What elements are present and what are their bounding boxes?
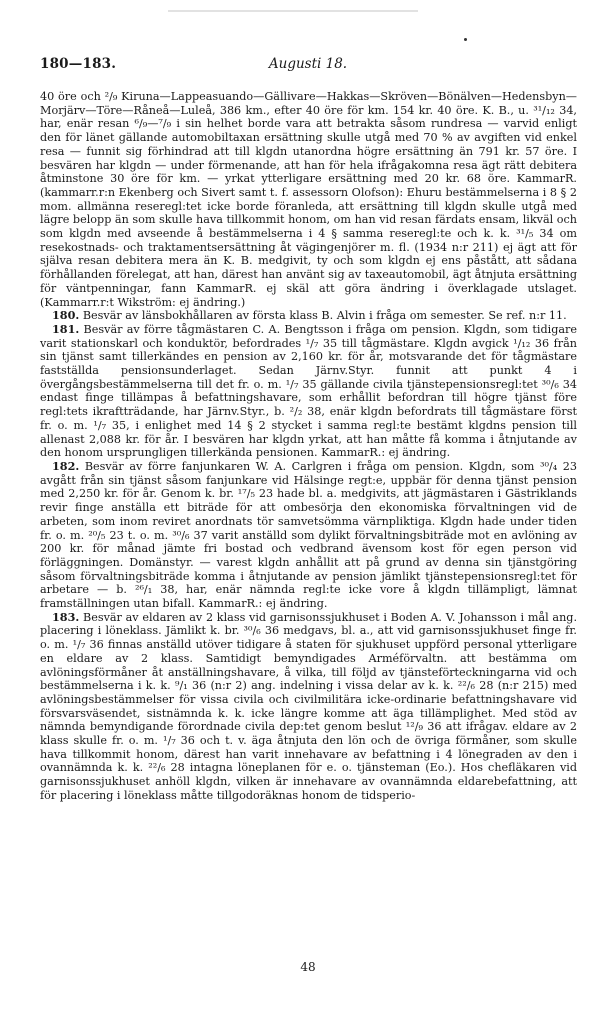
paragraph-text: Besvär av länsbokhållaren av första klass B. Alvin i fråga om semester. Se ref. n:r 11. <box>82 309 567 323</box>
paragraph-text: Besvär av förre tågmästaren C. A. Bengtsson i fråga om pension. Klgdn, som tidigare varit stationskarl och konduktör, befordrades ¹/₇ 35 till tågmästare. Klgdn avgick ¹/₁₂ 36 från sin tjänst samt tillerkändes en pension av 2,160 kr. för år, motsvarande det för tågmästare fastställda pensionsunderlaget. Sedan Järnv.Styr. funnit att punkt 4 i övergångsbestämmelserna till det fr. o. m. ¹/₇ 35 gällande civila tjänstepensionsregl:tet ³⁰/₆ 34 endast finge tillämpas å befattningshavare, som erhållit befordran till högre tjänst före regl:tets ikraftträdande, har Järnv.Styr., b. ²/₂ 38, enär klgdn befordrats till tågmästare först fr. o. m. ¹/₇ 35, i enlighet med 14 § 2 stycket i samma regl:te bestämt klgdns pension till allenast 2,088 kr. för år. I besvären har klgdn yrkat, att han måtte få komma i åtnjutande av den honom ursprungligen tillerkända pensionen. KammarR.: ej ändring. <box>40 322 578 460</box>
item-number: 181. <box>52 321 80 336</box>
paragraph-text: Besvär av eldaren av 2 klass vid garnisonssjukhuset i Boden A. V. Johansson i mål ang. placering i löneklass. Jämlikt k. br. ³⁰/₆ 36 medgavs, bl. a., att vid garnisonssjukhuset finge fr. o. m. ¹/₇ 36 finnas anställd utöver tidigare å staten för sjukhuset uppförd personal ytterligare en eldare av 2 klass. Samtidigt bemyndigades Arméförvaltn. att bestämma om avlöningsförmåner åt anställningshavare, å vilka, till följd av tjänsteförteckningarna vid och bestämmelserna i k. k. ⁹/₁ 36 (n:r 2) ang. indelning i vissa delar av k. k. ²²/₆ 28 (n:r 215) med avlöningsbestämmelser för vissa civila och civilmilitära icke-ordinarie befattningshavare vid försvarsväsendet, sistnämnda k. k. icke längre komme att äga tillämplighet. Med stöd av nämnda bemyndigande förordnade civila dep:tet genom beslut ¹²/₉ 36 att ifrågav. eldare av 2 klass skulle fr. o. m. ¹/₇ 36 och t. v. äga åtnjuta den lön och de övriga förmåner, som skulle hava tillkommit honom, därest han varit innehavare av befattning i 4 lönegraden av den i ovannämnda k. k. ²²/₆ 28 intagna löneplanen för e. o. tjänsteman (Eo.). Hos chefläkaren vid garnisonssjukhuset anhöll klgdn, vilken är innehavare av ovannämnda eldarebefattning, att för placering i löneklass måtte tillgodoräknas honom de tidsperio- <box>40 610 578 802</box>
paragraph-text: Besvär av förre fanjunkaren W. A. Carlgren i fråga om pension. Klgdn, som ³⁰/₄ 23 avgått från sin tjänst såsom fanjunkare vid Hälsinge regt:e, uppbär för denna tjänst pension med 2,250 kr. för år. Genom k. br. ¹⁷/₅ 23 hade bl. a. medgivits, att jägmästaren i Gästriklands revir finge anställa ett biträde för att ombesörja den ekonomiska förvaltningen vid de arbeten, som inom reviret anordnats tör samvetsömma värnpliktiga. Klgdn hade under tiden fr. o. m. ²⁰/₅ 23 t. o. m. ³⁰/₆ 37 varit anställd som dylikt förvaltningsbiträde mot en avlöning av 200 kr. för månad jämte fri bostad och vedbrand ävensom kost för egen person vid förläggningen. Domänstyr. — varest klgdn anhållit att på grund av denna sin tjänstgöring såsom förvaltningsbiträde komma i åtnjutande av pension jämlikt tjänstepensionsregl:tet för arbetare — b. ²⁶/₁ 38, har, enär nämnda regl:te icke vore å klgdn tillämpligt, lämnat framställningen utan bifall. KammarR.: ej ändring. <box>40 459 577 611</box>
top-smudge-decoration <box>168 10 418 12</box>
paragraph-text: 40 öre och ²/₉ Kiruna—Lappeasuando—Gällivare—Hakkas—Skröven—Bönälven—Hedensbyn—Morjärv—Töre—Råneå—Luleå, 386 km., efter 40 öre för km. 154 kr. 40 öre. K. B., u. ³¹/₁₂ 34, har, enär resan ⁶/₉—⁷/₉ i sin helhet borde vara att betrakta såsom rundresa — varvid enligt den för länet gällande automobiltaxan ersättning skulle utgå med 70 % av avgiften vid enkel resa — funnit sig förhindrad att till klgdn utanordna högre ersättning än 791 kr. 57 öre. I besvären har klgdn — under förmenande, att han för hela ifrågakomna resa ägt rätt debitera åtminstone 30 öre för km. — yrkat ytterligare ersättning med 20 kr. 68 öre. KammarR. (kammarr.r:n Ekenberg och Sivert samt t. f. assessorn Olofson): Ehuru bestämmelserna i 8 § 2 mom. allmänna reseregl:tet icke borde föranleda, att ersättning till klgdn skulle utgå med lägre belopp än som skulle hava tillkommit honom, om han vid resan färdats ensam, likväl och som klgdn med avseende å bestämmelserna i 4 § samma reseregl:te och k. k. ³¹/₅ 34 om resekostnads- och traktamentsersättning åt vägingenjörer m. fl. (1934 n:r 211) ej ägt att för själva resan debitera mera än K. B. medgivit, ty och som klgdn ej ens påstått, att sådana förhållanden förelegat, att han, därest han använt sig av taxeautomobil, ägt åtnjuta ersättning för väntpenningar, fann KammarR. ej skäl att göra ändring i överklagade utslaget. (Kammarr.r:t Wikström: ej ändring.) <box>40 90 577 309</box>
paragraph-181 <box>40 323 577 460</box>
page-number: 48 <box>300 960 316 974</box>
running-header <box>40 56 576 76</box>
paragraph-183 <box>40 611 577 803</box>
item-number: 182. <box>52 458 80 473</box>
header-entry-range: 180—183. <box>40 56 117 72</box>
body-text <box>40 90 577 803</box>
header-date: Augusti 18. <box>268 56 348 72</box>
paragraph-182 <box>40 460 577 611</box>
paragraph-180 <box>40 309 577 323</box>
ink-dot-decoration <box>464 38 467 41</box>
paragraph-continuation <box>40 90 577 309</box>
item-number: 180. <box>52 308 80 323</box>
item-number: 183. <box>52 609 80 624</box>
